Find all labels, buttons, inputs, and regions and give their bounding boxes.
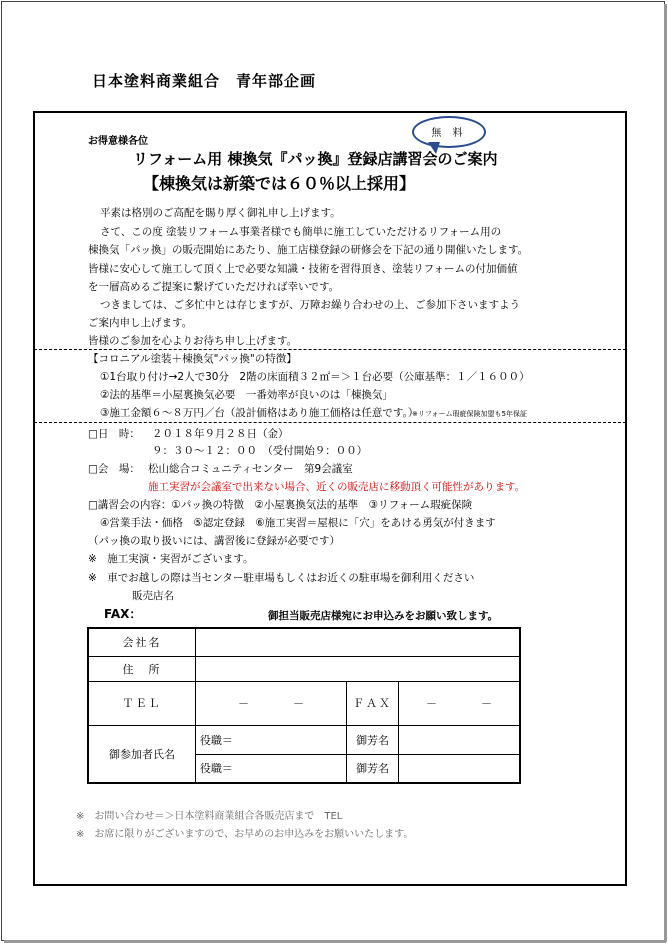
position-field-2[interactable]: 役職＝ — [195, 754, 346, 783]
body-line-7: ご案内申し上げます。 — [88, 317, 193, 329]
body-line-2: さて、この度 塗装リフォーム事業者様でも簡単に施工していただけるリフォーム用の — [100, 226, 502, 238]
body-line-3: 棟換気「パッ換」の販売開始にあたり、施工店様登録の研修会を下記の通り開催いたします。 — [88, 244, 529, 256]
note-1: ※ 施工実演・実習がございます。 — [88, 553, 254, 565]
feature-item-2: ②法的基準＝小屋裏換気必要 一番効率が良いのは「棟換気」 — [100, 389, 393, 401]
feature-note: ※リフォーム瑕疵保険加盟も5年保証 — [412, 410, 527, 418]
venue-note: 施工実習が会議室で出来ない場合、近くの販売店に移動頂く可能性があります。 — [148, 481, 526, 493]
page-shadow-right — [664, 4, 667, 942]
feature-item-3: ③施工金額６～８万円／台（設計価格はあり施工価格は任意です。） — [100, 407, 419, 419]
position-field-1[interactable]: 役職＝ — [195, 725, 346, 754]
free-label: 無 料 — [431, 128, 467, 139]
body-line-1: 平素は格別のご高配を賜り厚く御礼申し上げます。 — [100, 207, 341, 219]
date-value: ２０１８年９月２８日（金） — [152, 428, 289, 440]
section-divider-bottom — [34, 422, 626, 423]
participant-label: 御参加者氏名 — [88, 725, 195, 783]
content-line-1: □講習会の内容：①パッ換の特徴 ②小屋裏換気法的基準 ③リフォーム瑕疵保険 — [88, 499, 473, 511]
fax-label: FAX： — [104, 607, 142, 621]
footer-contact: ※ お問い合わせ＝＞日本塗料商業組合各販売店まで TEL — [76, 811, 343, 822]
fax-form-label: ＦＡＸ — [347, 681, 399, 725]
footer-seating: ※ お席に限りがございますので、お早めのお申込みをお願いいたします。 — [76, 829, 414, 840]
note-2: ※ 車でお越しの際は当センター駐車場もしくはお近くの駐車場を御利用ください — [88, 572, 475, 584]
application-form — [87, 627, 521, 784]
page-shadow-bottom — [4, 940, 666, 943]
venue-value: 松山総合コミュニティセンター 第9会議室 — [148, 463, 353, 475]
name-label-2: 御芳名 — [347, 754, 399, 783]
tel-field[interactable]: － － — [195, 681, 346, 725]
company-label: 会社名 — [88, 628, 195, 656]
section-divider-top — [34, 349, 626, 350]
features-heading: 【コロニアル塗装＋棟換気"パッ換"の特徴】 — [88, 353, 297, 365]
content-line-3: （パッ換の取り扱いには、講習後に登録が必要です） — [88, 535, 340, 547]
venue-label: □会 場： — [88, 463, 140, 475]
address-field[interactable] — [195, 656, 520, 681]
time-value: ９：３０～１２：００ （受付開始９：００） — [152, 445, 368, 457]
name-field-1[interactable] — [398, 725, 520, 754]
fax-instruction: 御担当販売店様宛にお申込みをお願い致します。 — [268, 610, 499, 622]
body-line-8: 皆様のご参加を心よりお待ち申し上げます。 — [88, 335, 298, 347]
content-line-2: ④営業手法・価格 ⑤認定登録 ⑥施工実習＝屋根に「穴」をあける勇気が付きます — [100, 517, 496, 529]
company-field[interactable] — [195, 628, 520, 656]
address-label: 住 所 — [88, 656, 195, 681]
date-label: □日 時： — [88, 428, 140, 440]
name-label-1: 御芳名 — [347, 725, 399, 754]
fax-field[interactable]: － － — [398, 681, 520, 725]
salutation: お得意様各位 — [88, 136, 148, 147]
document-subtitle: 【棟換気は新築では６０％以上採用】 — [143, 174, 416, 193]
feature-item-1: ①1台取り付け→2人で30分 2階の床面積３２㎡＝＞１台必要（公庫基準：１／１６００） — [100, 371, 530, 383]
dealer-name-label: 販売店名 — [132, 590, 174, 602]
name-field-2[interactable] — [398, 754, 520, 783]
body-line-6: つきましては、ご多忙中とは存じますが、万障お繰り合わせの上、ご参加下さいますよう — [100, 299, 520, 311]
body-line-5: を一層高めるご提案に繋げていただければ幸いです。 — [88, 281, 340, 293]
tel-label: ＴＥＬ — [88, 681, 195, 725]
body-line-4: 皆様に安心して施工して頂く上で必要な知識・技術を習得頂き、塗装リフォームの付加価値 — [88, 263, 518, 275]
document-title: リフォーム用 棟換気『パッ換』登録店講習会のご案内 — [133, 150, 498, 168]
organizer-header: 日本塗料商業組合 青年部企画 — [92, 72, 317, 90]
